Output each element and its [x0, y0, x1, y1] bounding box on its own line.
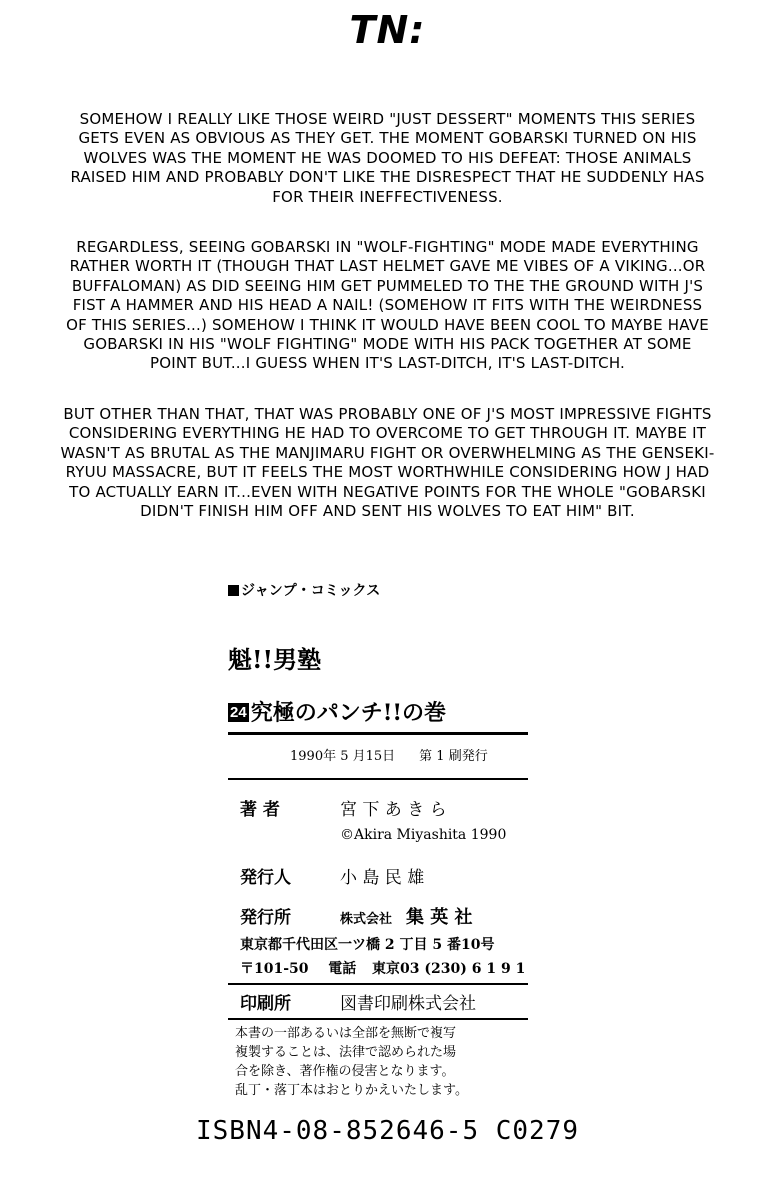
publication-date-row [290, 745, 488, 764]
phone-number: 東京03 (230) 6 1 9 1 [372, 961, 526, 977]
notice-line-4: 乱丁・落丁本はおとりかえいたします。 [235, 1083, 468, 1098]
volume-title [228, 696, 446, 727]
publisher-person-row [240, 863, 424, 888]
divider-printer [228, 1018, 528, 1020]
printer-row [240, 989, 476, 1014]
tn-heading: TN: [349, 8, 426, 52]
printer-value: 図書印刷株式会社 [340, 994, 476, 1014]
author-value: 宮 下 あ き ら [340, 800, 447, 820]
series-label [228, 580, 380, 600]
publication-date: 1990年 5 月15日 [290, 749, 396, 764]
copyright-line: ©Akira Miyashita 1990 [340, 827, 507, 843]
note-paragraph-3: BUT OTHER THAN THAT, THAT WAS PROBABLY ONE OF J'S MOST IMPRESSIVE FIGHTS CONSIDERING EVERYTHING HE HAD TO OVERCOME TO GET THROUGH IT. MAYBE IT WASN'T AS BRUTAL AS THE MANJIMARU FIGHT OR OVERWHELMING AS THE GENSEKI-RYUU MASSACRE, BUT IT FEELS THE MOST WORTHWHILE CONSIDERING HOW J HAD TO ACTUALLY EARN IT...EVEN WITH NEGATIVE POINTS FOR THE WHOLE "GOBARSKI DIDN'T FINISH HIM OFF AND SENT HIS WOLVES TO EAT HIM" BIT. [60, 405, 715, 521]
publisher-label: 発行所 [240, 908, 291, 928]
notice-line-1: 本書の一部あるいは全部を無断で複写 [235, 1026, 457, 1041]
publisher-row [240, 903, 473, 929]
publisher-person-value: 小 島 民 雄 [340, 868, 425, 888]
notice-line-2: 複製することは、法律で認められた場 [235, 1045, 457, 1060]
divider-top [228, 732, 528, 735]
address-line: 東京都千代田区一ツ橋 2 丁目 5 番10号 [240, 937, 495, 953]
isbn-code: ISBN4-08-852646-5 C0279 [195, 1116, 580, 1146]
note-paragraph-2: REGARDLESS, SEEING GOBARSKI IN "WOLF-FIGHTING" MODE MADE EVERYTHING RATHER WORTH IT (THOUGH THAT LAST HELMET GAVE ME VIBES OF A VIKING...OR BUFFALOMAN) AS DID SEEING HIM GET PUMMELED TO THE THE GROUND WITH J'S FIST A HAMMER AND HIS HEAD A NAIL! (SOMEHOW IT FITS WITH THE WEIRDNESS OF THIS SERIES...) SOMEHOW I THINK IT WOULD HAVE BEEN COOL TO MAYBE HAVE GOBARSKI IN HIS "WOLF FIGHTING" MODE WITH HIS PACK TOGETHER AT SOME POINT BUT...I GUESS WHEN IT'S LAST-DITCH, IT'S LAST-DITCH. [66, 238, 709, 373]
postal-code: 〒101-50 [240, 961, 309, 977]
book-title: 魁!!男塾 [228, 645, 322, 674]
volume-title-text: 究極のパンチ!!の巻 [250, 700, 447, 726]
edition-label: 第 1 刷発行 [419, 749, 488, 764]
volume-number-badge: 24 [230, 704, 247, 721]
note-paragraph-1: SOMEHOW I REALLY LIKE THOSE WEIRD "JUST DESSERT" MOMENTS THIS SERIES GETS EVEN AS OBVIOUS AS THEY GET. THE MOMENT GOBARSKI TURNED ON HIS WOLVES WAS THE MOMENT HE WAS DOOMED TO HIS DEFEAT: THOSE ANIMALS RAISED HIM AND PROBABLY DON'T LIKE THE DISRESPECT THAT HE SUDDENLY HAS FOR THEIR INEFFECTIVENESS. [70, 110, 705, 206]
series-label-text: ジャンプ・コミックス [241, 583, 381, 599]
divider-date [228, 778, 528, 780]
author-row [240, 795, 447, 820]
black-square-icon [228, 585, 239, 596]
author-label: 著 者 [240, 800, 280, 820]
divider-address [228, 983, 528, 985]
copyright-notice [235, 1024, 535, 1100]
notice-line-3: 合を除き、著作権の侵害となります。 [235, 1064, 455, 1079]
publisher-company: 集 英 社 [406, 907, 473, 928]
publisher-person-label: 発行人 [240, 868, 291, 888]
printer-label: 印刷所 [240, 994, 291, 1014]
phone-label: 電話 [328, 961, 357, 977]
publisher-company-prefix: 株式会社 [340, 912, 393, 927]
contact-line [240, 958, 525, 978]
